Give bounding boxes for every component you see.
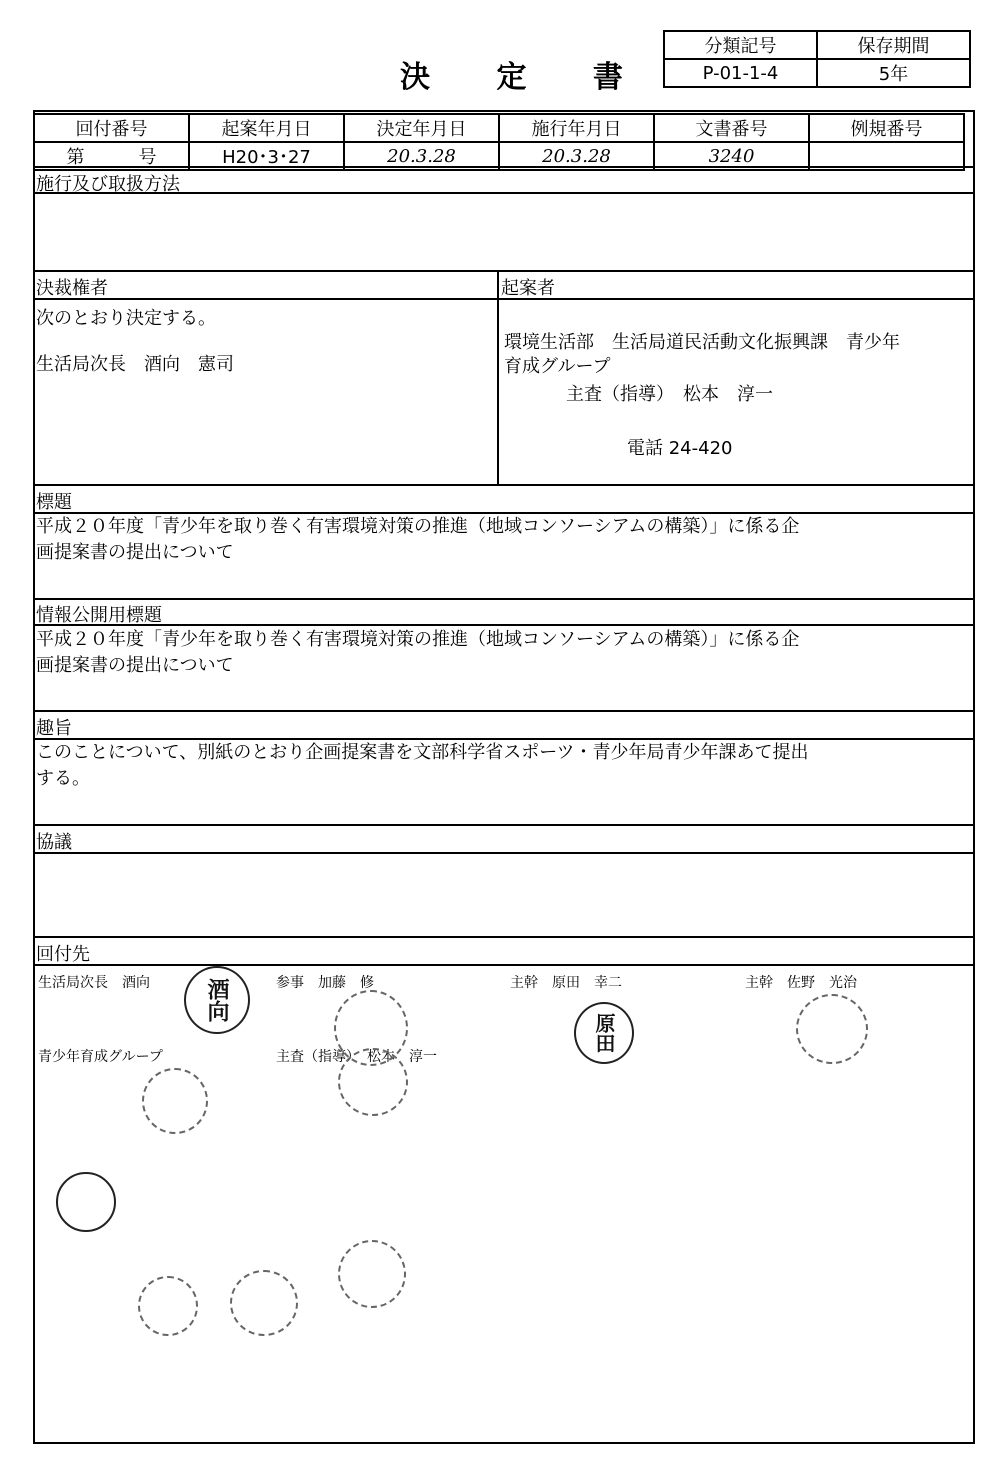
public-subject-line2: 画提案書の提出について [36, 655, 234, 676]
enforcement-date-value: 20.3.28 [499, 142, 654, 170]
circulation-approver-counselor: 参事 加藤 修 [276, 975, 374, 991]
enforcement-method-label: 施行及び取扱方法 [36, 174, 180, 195]
draft-date-label: 起案年月日 [189, 114, 344, 142]
divider [33, 598, 975, 600]
seal-stamp-text: 酒向 [204, 978, 230, 1022]
public-subject-line1: 平成２０年度「青少年を取り巻く有害環境対策の推進（地域コンソーシアムの構築）」に係る企 [36, 629, 800, 650]
divider [497, 270, 499, 484]
divider [33, 710, 975, 712]
classification-code-label: 分類記号 [664, 31, 817, 59]
divider [33, 936, 975, 938]
seal-stamp-icon [338, 1240, 406, 1308]
drafter-person: 主査（指導） 松本 淳一 [566, 384, 773, 405]
retention-period-value: 5年 [817, 59, 970, 87]
divider [33, 270, 975, 272]
drafter-department-line1: 環境生活部 生活局道民活動文化振興課 青少年 [504, 332, 900, 353]
drafter-phone: 電話 24-420 [627, 438, 733, 459]
subject-line1: 平成２０年度「青少年を取り巻く有害環境対策の推進（地域コンソーシアムの構築）」に係る企 [36, 516, 800, 537]
purpose-line2: する。 [36, 768, 90, 789]
seal-stamp-icon [230, 1270, 298, 1336]
document-title: 決 定 書 [400, 60, 651, 95]
seal-stamp-icon [142, 1068, 208, 1134]
divider [33, 852, 975, 854]
drafter-label: 起案者 [501, 278, 555, 299]
divider [33, 484, 975, 486]
seal-stamp-icon [184, 966, 250, 1034]
circulation-number-label: 回付番号 [34, 114, 189, 142]
seal-stamp-icon [56, 1172, 116, 1232]
purpose-label: 趣旨 [36, 718, 72, 739]
circulation-approver-chief-sano: 主幹 佐野 光治 [745, 975, 857, 991]
purpose-line1: このことについて、別紙のとおり企画提案書を文部科学省スポーツ・青少年局青少年課あて提出 [36, 742, 809, 763]
seal-stamp-icon [796, 994, 868, 1064]
subject-label: 標題 [36, 492, 72, 513]
header-label-row [34, 114, 964, 142]
header-table [33, 113, 965, 171]
circulation-label: 回付先 [36, 944, 90, 965]
classification-table [663, 30, 971, 88]
divider [33, 624, 975, 626]
decision-statement: 次のとおり決定する。 [36, 308, 216, 329]
divider [33, 824, 975, 826]
draft-date-value: H20･3･27 [189, 142, 344, 170]
divider [33, 166, 975, 168]
retention-period-label: 保存期間 [817, 31, 970, 59]
approver-name: 生活局次長 酒向 憲司 [36, 354, 234, 375]
consultation-label: 協議 [36, 832, 72, 853]
approver-label: 決裁権者 [36, 278, 108, 299]
seal-stamp-icon [338, 1048, 408, 1116]
enforcement-date-label: 施行年月日 [499, 114, 654, 142]
decision-date-value: 20.3.28 [344, 142, 499, 170]
drafter-department-line2: 育成グループ [504, 356, 611, 377]
divider [33, 964, 975, 966]
circulation-approver-chief-harada: 主幹 原田 幸二 [510, 975, 622, 991]
circulation-number-value: 第 号 [34, 142, 189, 170]
seal-stamp-icon [574, 1002, 634, 1064]
circulation-approver-vice-director: 生活局次長 酒向 [38, 975, 150, 991]
document-number-value: 3240 [654, 142, 809, 170]
circulation-approver-supervisor: 主査（指導） 松本 淳一 [276, 1049, 437, 1065]
document-number-label: 文書番号 [654, 114, 809, 142]
classification-code-value: P-01-1-4 [664, 59, 817, 87]
regulation-number-label: 例規番号 [809, 114, 964, 142]
seal-stamp-icon [138, 1276, 198, 1336]
public-subject-label: 情報公開用標題 [36, 605, 162, 626]
seal-stamp-text: 原田 [592, 1013, 616, 1053]
decision-date-label: 決定年月日 [344, 114, 499, 142]
subject-line2: 画提案書の提出について [36, 542, 234, 563]
circulation-group-name: 青少年育成グループ [38, 1049, 163, 1065]
